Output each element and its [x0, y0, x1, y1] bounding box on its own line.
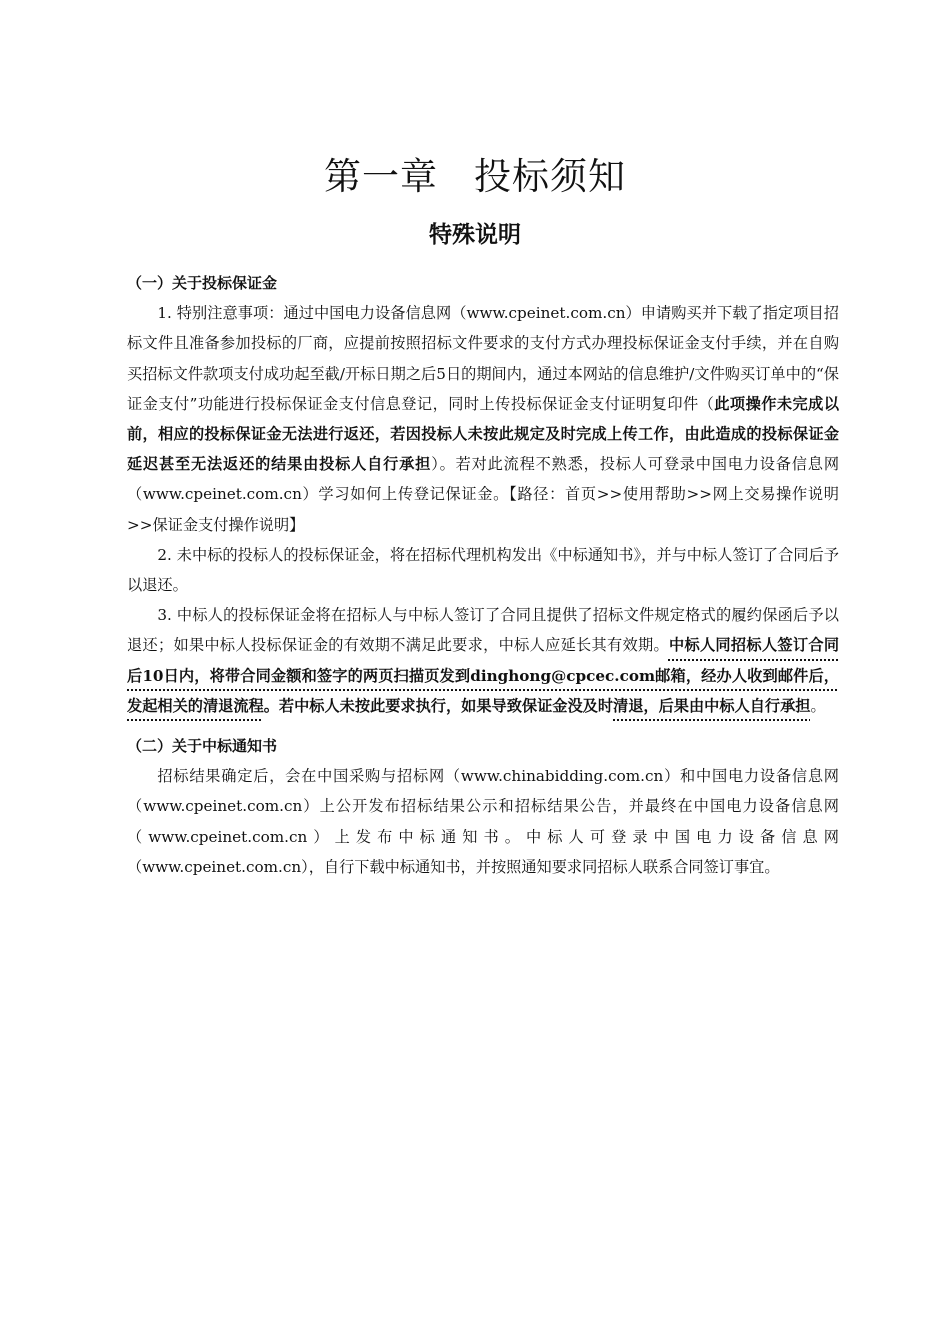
page-subtitle: 特殊说明 — [429, 222, 521, 248]
chapter-name: 投标须知 — [474, 155, 626, 198]
deposit-item-3 — [127, 600, 839, 721]
chapter-title — [0, 146, 950, 200]
deposit-item-1 — [127, 298, 839, 540]
section-heading-notice: （二）关于中标通知书 — [127, 737, 278, 756]
deposit-item-1-warning: 此项操作未完成以前，相应的投标保证金无法进行返还，若因投标人未按此规定及时完成上传工作，由此造成的投标保证金延迟甚至无法返还的结果由投标人自行承担 — [127, 394, 840, 474]
chapter-number: 第一章 — [324, 155, 438, 198]
notice-paragraph: 招标结果确定后，会在中国采购与招标网（www.chinabidding.com.cn）和中国电力设备信息网（www.cpeinet.com.cn）上公开发布招标结果公示和招标结果公告，并最终在中国电力设备信息网（www.cpeinet.com.cn）上发布中标通知书。中标人可登录中国电力设备信息网（www.cpeinet.com.cn），自行下载中标通知书，并按照通知要求同招标人联系合同签订事宜。 — [127, 767, 839, 876]
deposit-item-1-tail: ）。若对此流程不熟悉，投标人可登录中国电力设备信息网（www.cpeinet.com.cn）学习如何上传登记保证金。【路径：首页>>使用帮助>>网上交易操作说明>>保证金支付操作说明】 — [127, 455, 840, 534]
deposit-item-3-emphasis-2: 清退，后果由中标人自行承担 — [613, 696, 811, 715]
deposit-item-3-emphasis: 中标人同招标人签订合同后10日内，将带合同金额和签字的两页扫描页发到dinghong@cpcec.com邮箱，经办人收到邮件后，发起相关的清退流程 — [127, 636, 840, 715]
document-body — [127, 266, 839, 882]
section-heading-deposit: （一）关于投标保证金 — [127, 274, 278, 292]
deposit-item-3-warning: 。若中标人未按此要求执行，如果导致保证金没及时 — [263, 696, 613, 715]
deposit-item-3-text: 3. 中标人的投标保证金将在招标人与中标人签订了合同且提供了招标文件规定格式的履约保函后予以退还；如果中标人投标保证金的有效期不满足此要求，中标人应延长其有效期。 — [127, 606, 839, 655]
deposit-item-2: 2. 未中标的投标人的投标保证金，将在招标代理机构发出《中标通知书》，并与中标人签订了合同后予以退还。 — [127, 545, 839, 595]
deposit-item-1-text: 1. 特别注意事项：通过中国电力设备信息网（www.cpeinet.com.cn）申请购买并下载了指定项目招标文件且准备参加投标的厂商，应提前按照招标文件要求的支付方式办理投标保证金支付手续，并在自购买招标文件款项支付成功起至截/开标日期之后5日的期间内，通过本网站的信息维护/文件购买订单中的“保证金支付”功能进行投标保证金支付信息登记，同时上传投标保证金支付证明复印件（ — [127, 304, 839, 413]
deposit-item-3-tail: 。 — [810, 696, 826, 715]
